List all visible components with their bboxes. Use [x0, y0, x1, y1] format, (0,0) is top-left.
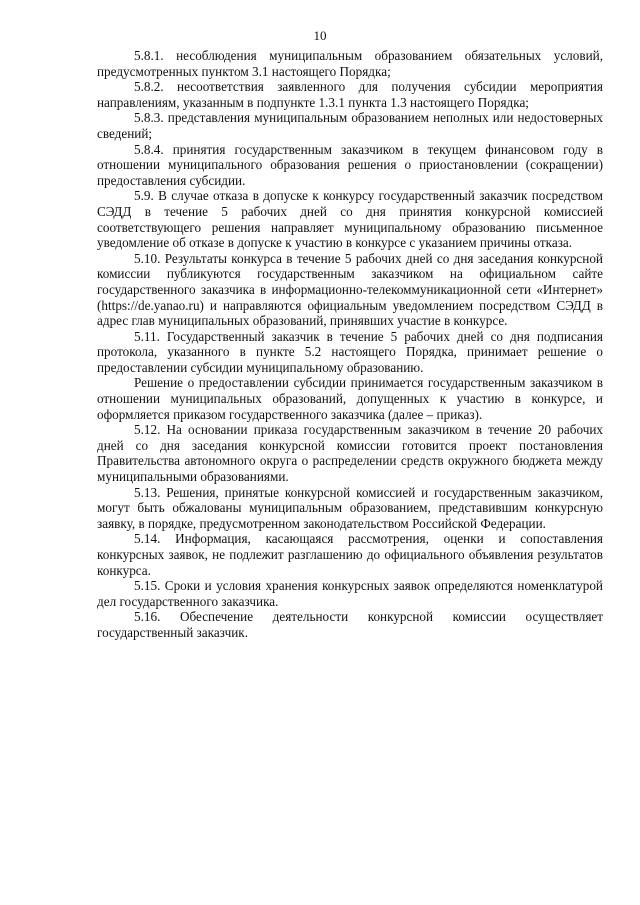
paragraph-5-13: 5.13. Решения, принятые конкурсной комиссией и государственным заказчиком, могут быть обжалованы муниципальным образованием, представившим конкурсную заявку, в порядке, предусмотренном законодательством Российской Федерации. [97, 484, 603, 531]
paragraph-5-14: 5.14. Информация, касающаяся рассмотрения, оценки и сопоставления конкурсных заявок, не подлежит разглашению до официального объявления результатов конкурса. [97, 531, 603, 578]
paragraph-5-11-decision: Решение о предоставлении субсидии принимается государственным заказчиком в отношении муниципальных образований, допущенных к участию в конкурсе, и оформляется приказом государственного заказчика (далее – приказ). [97, 375, 603, 422]
paragraph-5-8-3: 5.8.3. представления муниципальным образованием неполных или недостоверных сведений; [97, 110, 603, 141]
paragraph-5-8-1: 5.8.1. несоблюдения муниципальным образованием обязательных условий, предусмотренных пунктом 3.1 настоящего Порядка; [97, 48, 603, 79]
paragraph-5-15: 5.15. Сроки и условия хранения конкурсных заявок определяются номенклатурой дел государственного заказчика. [97, 578, 603, 609]
document-body [97, 48, 603, 641]
paragraph-5-8-2: 5.8.2. несоответствия заявленного для получения субсидии мероприятия направлениям, указанным в подпункте 1.3.1 пункта 1.3 настоящего Порядка; [97, 79, 603, 110]
paragraph-5-9: 5.9. В случае отказа в допуске к конкурсу государственный заказчик посредством СЭДД в течение 5 рабочих дней со дня принятия конкурсной комиссией соответствующего решения направляет муниципальному образованию письменное уведомление об отказе в допуске к участию в конкурсе с указанием причины отказа. [97, 188, 603, 251]
paragraph-5-8-4: 5.8.4. принятия государственным заказчиком в текущем финансовом году в отношении муниципального образования решения о приостановлении (сокращении) предоставления субсидии. [97, 141, 603, 188]
paragraph-5-16: 5.16. Обеспечение деятельности конкурсной комиссии осуществляет государственный заказчик. [97, 609, 603, 640]
paragraph-5-12: 5.12. На основании приказа государственным заказчиком в течение 20 рабочих дней со дня заседания конкурсной комиссии готовится проект постановления Правительства автономного округа о распределении средств окружного бюджета между муниципальными образованиями. [97, 422, 603, 485]
paragraph-5-10: 5.10. Результаты конкурса в течение 5 рабочих дней со дня заседания конкурсной комиссии публикуются государственным заказчиком на официальном сайте государственного заказчика в информационно-телекоммуникационной сети «Интернет» (https://de.yanao.ru) и направляются официальным уведомлением посредством СЭДД в адрес глав муниципальных образований, принявших участие в конкурсе. [97, 250, 603, 329]
paragraph-5-11: 5.11. Государственный заказчик в течение 5 рабочих дней со дня подписания протокола, указанного в пункте 5.2 настоящего Порядка, принимает решение о предоставлении субсидии муниципальному образованию. [97, 328, 603, 375]
page-number: 10 [313, 28, 327, 43]
